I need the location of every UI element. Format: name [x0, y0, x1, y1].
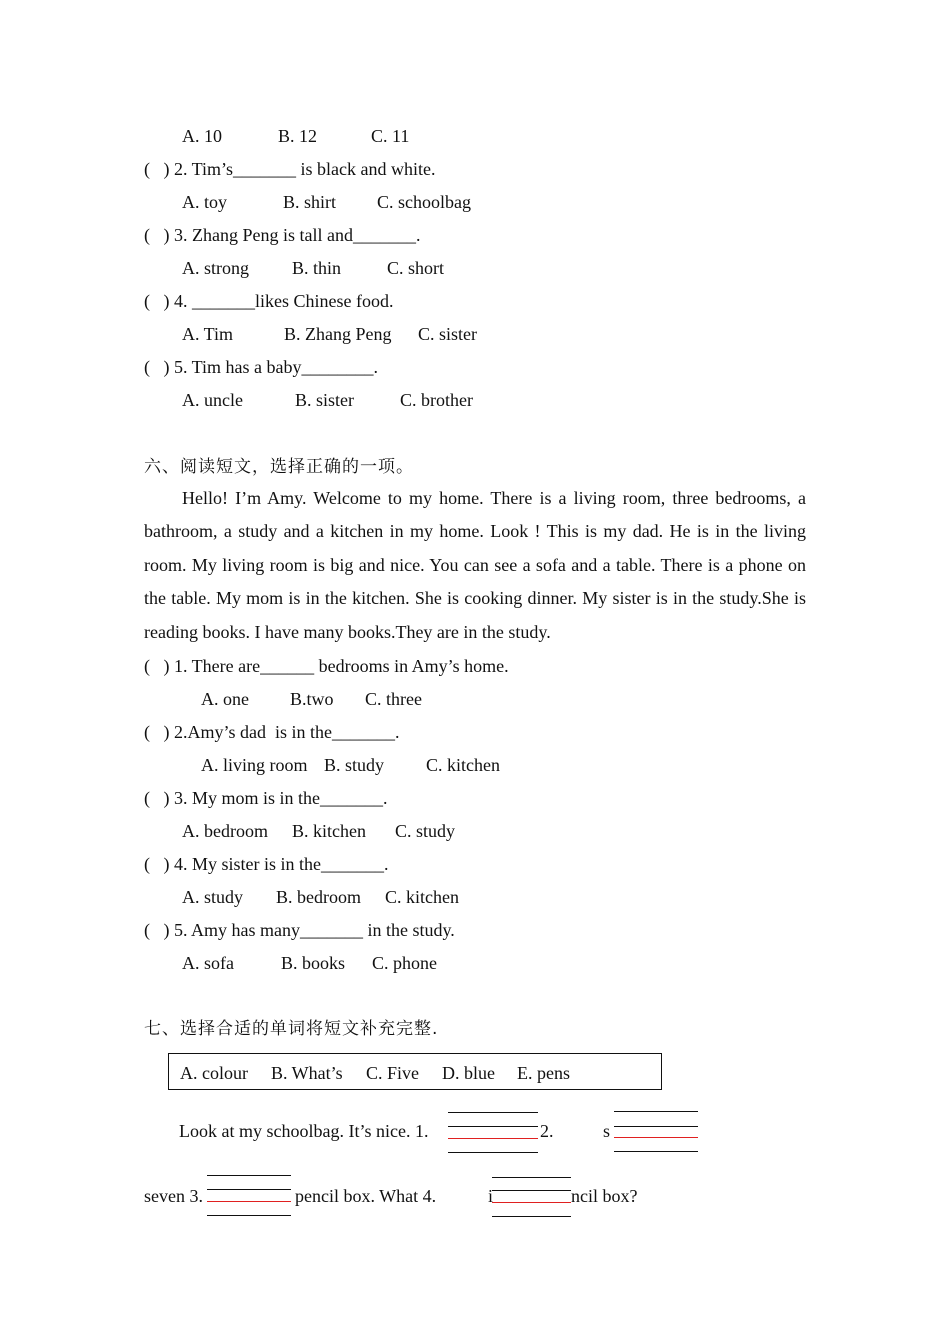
s6-q1-stem: ( ) 1. There are______ bedrooms in Amy’s home.	[144, 656, 509, 676]
option: B. books	[281, 953, 346, 973]
section7-heading: 七、选择合适的单词将短文补充完整.	[144, 1019, 439, 1039]
option: B. shirt	[283, 192, 337, 212]
word-bank-box	[168, 1053, 662, 1090]
word-bank-item: D. blue	[442, 1063, 495, 1083]
option: C. short	[387, 258, 445, 278]
reading-passage: Hello! I’m Amy. Welcome to my home. There is a living room, three bedrooms, a bathroom, a study and a kitchen in my home. Look ! This is my dad. He is in the living room. My living room is big and nice. You can see a sofa and a table. There is a phone on the table. My mom is in the kitchen. She is cooking dinner. My sister is in the study.She is reading books. I have many books.They are in the study.	[144, 488, 806, 642]
s5-q4-stem: ( ) 4. _______likes Chinese food.	[144, 291, 394, 311]
option: C. 11	[371, 126, 410, 146]
cloze-line2-mid: pencil box. What 4.	[295, 1186, 437, 1206]
option: A. living room	[201, 755, 308, 775]
option: C. three	[365, 689, 422, 709]
s6-q3-stem: ( ) 3. My mom is in the_______.	[144, 788, 388, 808]
option: B. Zhang Peng	[284, 324, 392, 344]
option: A. Tim	[182, 324, 234, 344]
cloze-line2-fragment-a: i	[488, 1186, 494, 1206]
option: C. study	[395, 821, 456, 841]
option: B. study	[324, 755, 385, 775]
word-bank-item: A. colour	[180, 1063, 248, 1083]
option: A. sofa	[182, 953, 234, 973]
option: C. schoolbag	[377, 192, 471, 212]
option: A. study	[182, 887, 244, 907]
text-mask	[493, 1185, 571, 1207]
option: A. one	[201, 689, 249, 709]
s6-q4-stem: ( ) 4. My sister is in the_______.	[144, 854, 389, 874]
s5-q3-stem: ( ) 3. Zhang Peng is tall and_______.	[144, 225, 421, 245]
option: B. sister	[295, 390, 355, 410]
s5-q2-stem: ( ) 2. Tim’s_______ is black and white.	[144, 159, 436, 179]
option: A. 10	[182, 126, 222, 146]
cloze-line1-mid: 2.	[540, 1121, 554, 1141]
option: B. kitchen	[292, 821, 366, 841]
option: B. 12	[278, 126, 318, 146]
cloze-line1-start: Look at my schoolbag. It’s nice. 1.	[179, 1121, 429, 1141]
word-bank-item: E. pens	[517, 1063, 570, 1083]
option: C. sister	[418, 324, 478, 344]
option: A. strong	[182, 258, 249, 278]
option: B. thin	[292, 258, 342, 278]
s6-q5-stem: ( ) 5. Amy has many_______ in the study.	[144, 920, 455, 940]
cloze-line2-start: seven 3.	[144, 1186, 203, 1206]
option: C. brother	[400, 390, 473, 410]
option: B. bedroom	[276, 887, 361, 907]
option: C. kitchen	[426, 755, 500, 775]
option: A. bedroom	[182, 821, 268, 841]
word-bank-item: B. What’s	[271, 1063, 343, 1083]
option: B.two	[290, 689, 334, 709]
section6-heading: 六、阅读短文，选择正确的一项。	[144, 457, 414, 477]
option: A. uncle	[182, 390, 243, 410]
option: C. phone	[372, 953, 437, 973]
text-mask	[610, 1120, 700, 1142]
s5-q5-stem: ( ) 5. Tim has a baby________.	[144, 357, 378, 377]
s6-q2-stem: ( ) 2.Amy’s dad is in the_______.	[144, 722, 400, 742]
cloze-line2-fragment-b: ncil box?	[571, 1186, 638, 1206]
word-bank-item: C. Five	[366, 1063, 420, 1083]
option: C. kitchen	[385, 887, 459, 907]
cloze-line1-fragment: s	[603, 1121, 611, 1141]
option: A. toy	[182, 192, 227, 212]
